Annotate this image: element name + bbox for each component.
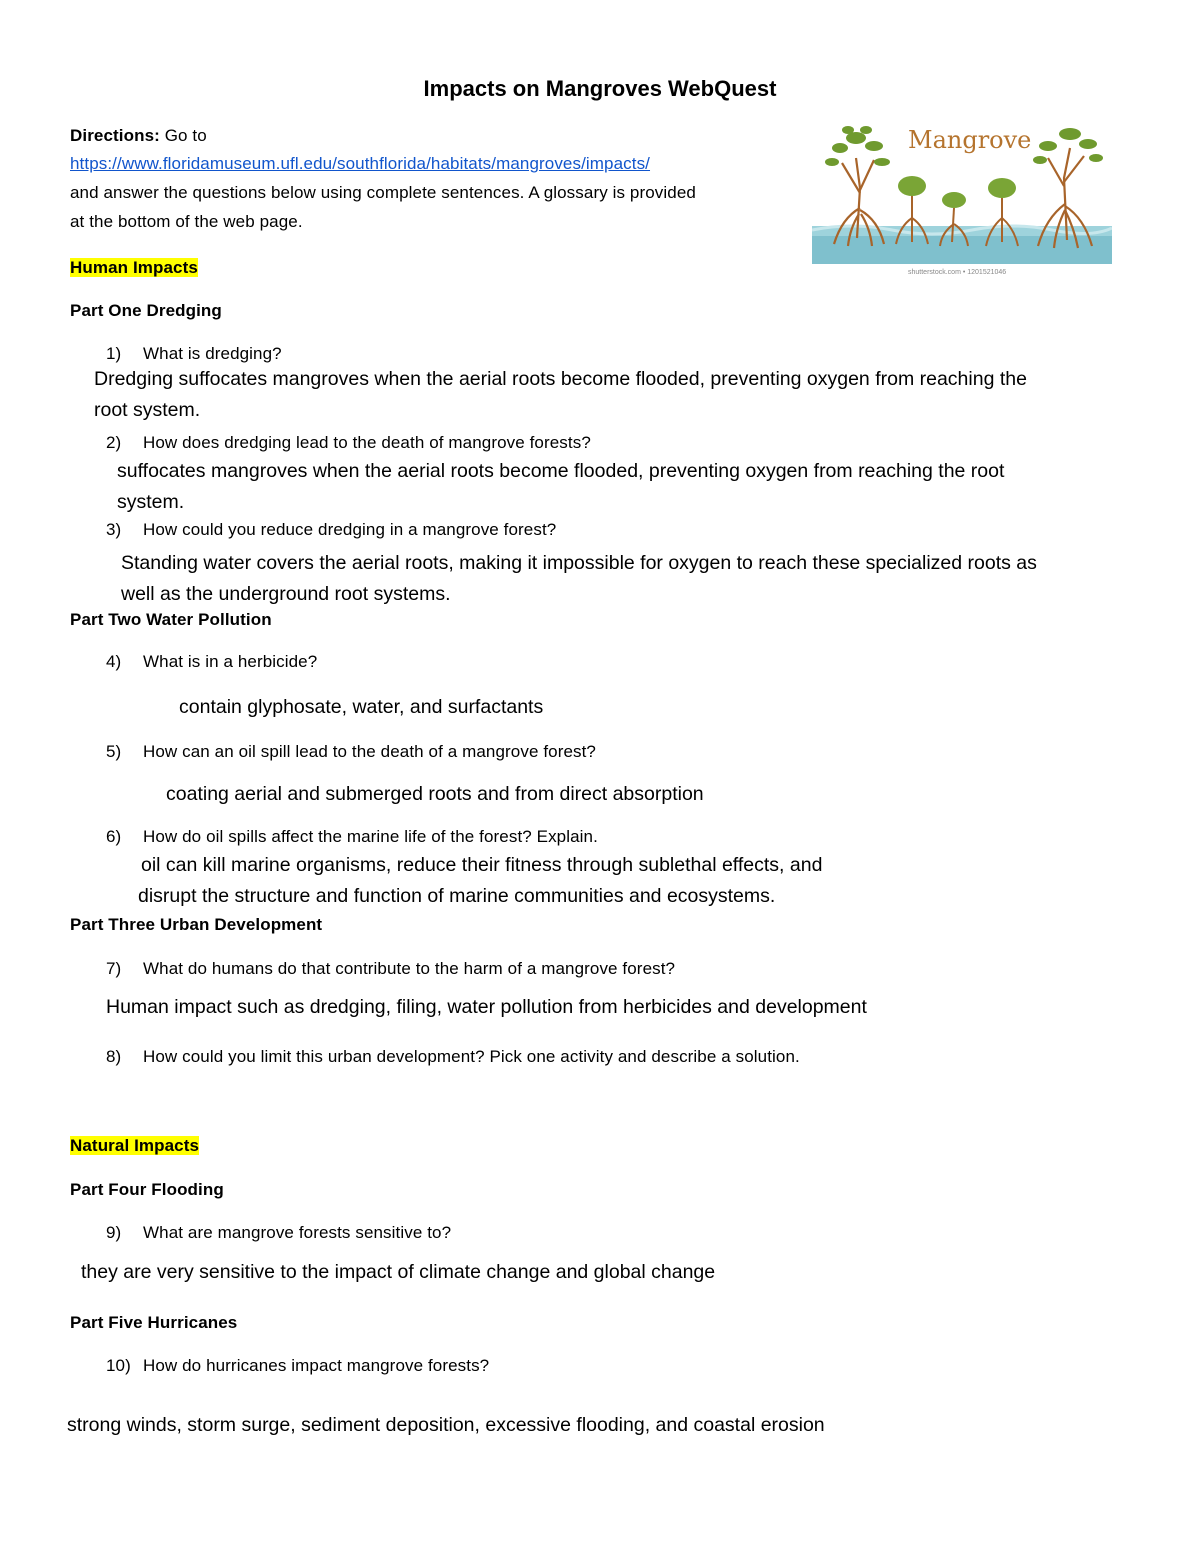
directions-text-line-1: and answer the questions below using complete sentences. A glossary is provided [70,183,696,202]
mangrove-illustration [812,118,1112,278]
question-number: 5) [106,742,122,761]
directions-url-link[interactable]: https://www.floridamuseum.ufl.edu/southflorida/habitats/mangroves/impacts/ [70,154,651,173]
mangrove-image [812,118,1112,278]
question-text: What are mangrove forests sensitive to? [143,1223,452,1242]
answer-7: Human impact such as dredging, filing, water pollution from herbicides and development [106,996,867,1018]
answer-9: they are very sensitive to the impact of climate change and global change [81,1261,716,1283]
question-text: How do hurricanes impact mangrove forests? [143,1356,490,1375]
question-text: How could you reduce dredging in a mangrove forest? [143,520,557,539]
question-text: How do oil spills affect the marine life of the forest? Explain. [143,827,598,846]
question-number: 7) [106,959,122,978]
question-2 [106,433,591,453]
question-6 [106,827,598,847]
answer-4: contain glyphosate, water, and surfactants [179,696,544,718]
section-natural-impacts [70,1136,199,1156]
answer-3-line-1: Standing water covers the aerial roots, making it impossible for oxygen to reach these specialized roots as [121,552,1037,574]
question-4 [106,652,317,672]
question-3 [106,520,556,540]
question-text: What is dredging? [143,344,282,363]
directions-link-line [70,154,650,174]
question-9 [106,1223,451,1243]
answer-1-line-1: Dredging suffocates mangroves when the aerial roots become flooded, preventing oxygen from reaching the [94,368,1027,390]
answer-2-line-1: suffocates mangroves when the aerial roots become flooded, preventing oxygen from reaching the root [117,460,1005,482]
directions-label: Directions: [70,126,160,145]
page-title: Impacts on Mangroves WebQuest [423,76,777,101]
section-natural-impacts-label: Natural Impacts [70,1136,200,1155]
question-text: How could you limit this urban development? Pick one activity and describe a solution. [143,1047,800,1066]
part-one-heading: Part One Dredging [70,301,222,320]
directions-lead: Go to [159,126,207,145]
directions-text-line-2: at the bottom of the web page. [70,212,303,231]
question-8 [106,1047,800,1067]
answer-5: coating aerial and submerged roots and from direct absorption [166,783,704,805]
image-credit: shutterstock.com • 1201521046 [908,269,1007,276]
answer-1-line-2: root system. [94,399,201,421]
answer-3-line-2: well as the underground root systems. [121,583,451,605]
section-human-impacts [70,258,198,278]
mangrove-brand-text: Mangrove [908,126,1032,154]
answer-2-line-2: system. [117,491,185,513]
part-three-heading: Part Three Urban Development [70,915,323,934]
question-text: What do humans do that contribute to the harm of a mangrove forest? [143,959,676,978]
question-number: 2) [106,433,122,452]
part-five-heading: Part Five Hurricanes [70,1313,238,1332]
question-number: 9) [106,1223,122,1242]
directions-heading [70,126,207,146]
question-text: How does dredging lead to the death of mangrove forests? [143,433,591,452]
question-10 [106,1356,489,1376]
question-1 [106,344,282,364]
question-number: 8) [106,1047,122,1066]
question-text: What is in a herbicide? [143,652,318,671]
answer-10: strong winds, storm surge, sediment deposition, excessive flooding, and coastal erosion [67,1414,825,1436]
section-human-impacts-label: Human Impacts [70,258,198,277]
question-number: 3) [106,520,122,539]
question-number: 4) [106,652,122,671]
question-text: How can an oil spill lead to the death of a mangrove forest? [143,742,596,761]
question-7 [106,959,675,979]
answer-6-line-2: disrupt the structure and function of marine communities and ecosystems. [138,885,776,907]
question-5 [106,742,596,762]
question-number: 10) [106,1356,131,1375]
question-number: 6) [106,827,122,846]
part-four-heading: Part Four Flooding [70,1180,224,1199]
answer-6-line-1: oil can kill marine organisms, reduce their fitness through sublethal effects, and [141,854,823,876]
question-number: 1) [106,344,122,363]
part-two-heading: Part Two Water Pollution [70,610,272,629]
